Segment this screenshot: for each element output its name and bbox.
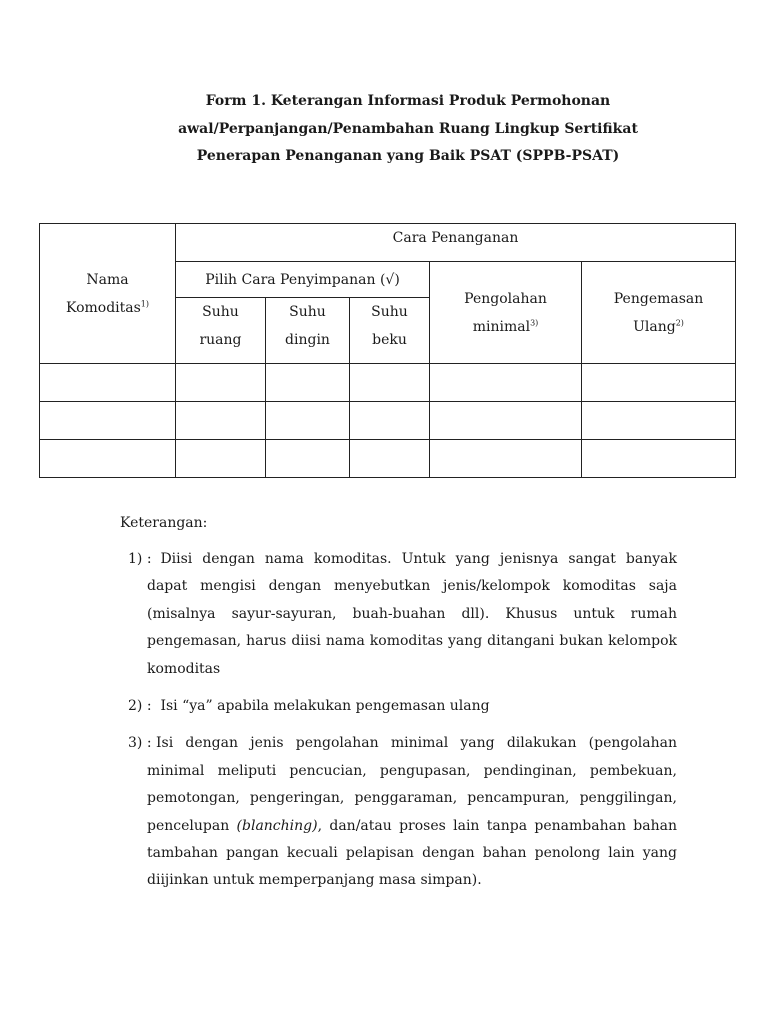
note-2	[128, 693, 677, 720]
cell-pengemasan[interactable]	[582, 440, 736, 478]
note-3-rest: minimal meliputi pencucian, pengupasan, pendinginan, pembekuan, pemotongan, pengeringan, penggaraman, pencampuran, penggilingan, pencelupan (blanching), dan/atau proses lain tanpa penambahan bahan tambahan pangan kecuali pelapisan dengan bahan penolong lain yang diijinkan untuk memperpanjang masa simpan).	[147, 762, 677, 889]
keterangan-label: Keterangan:	[120, 515, 208, 531]
nama-line-1: Nama	[86, 271, 129, 288]
header-pengolahan-minimal	[430, 262, 582, 364]
cell-suhu-dingin[interactable]	[266, 402, 350, 440]
cell-suhu-ruang[interactable]	[176, 402, 266, 440]
title-line-1: Form 1. Keterangan Informasi Produk Permohonan	[205, 93, 611, 109]
title-line-3: Penerapan Penanganan yang Baik PSAT (SPPB-PSAT)	[196, 148, 620, 164]
pengemasan-footnote: 2)	[675, 317, 684, 327]
form-title	[100, 88, 716, 171]
cell-pengolahan[interactable]	[430, 402, 582, 440]
header-suhu-beku: Suhu beku	[350, 298, 430, 364]
cell-suhu-ruang[interactable]	[176, 364, 266, 402]
nama-footnote: 1)	[140, 298, 150, 308]
title-line-2: awal/Perpanjangan/Penambahan Ruang Lingkup Sertifikat	[178, 120, 638, 137]
header-pilih-cara-penyimpanan: Pilih Cara Penyimpanan (√)	[176, 262, 430, 298]
note-1-first-line: Diisi dengan nama komoditas. Untuk yang jenisnya sangat banyak	[160, 551, 677, 567]
note-3-italic: (blanching)	[236, 817, 318, 834]
table-row	[40, 364, 736, 402]
nama-line-2: Komoditas$^{1)}$	[65, 298, 150, 316]
note-1-rest: dapat mengisi dengan menyebutkan jenis/kelompok komoditas saja (misalnya sayur-sayuran, buah-buahan dll). Khusus untuk rumah pengemasan, harus diisi nama komoditas yang ditangani bukan kelompok komoditas	[147, 578, 677, 677]
pengolahan-line-1: Pengolahan	[464, 290, 547, 307]
cell-pengemasan[interactable]	[582, 364, 736, 402]
header-suhu-dingin: Suhu dingin	[266, 298, 350, 364]
cell-suhu-dingin[interactable]	[266, 364, 350, 402]
cell-pengemasan[interactable]	[582, 402, 736, 440]
cell-suhu-dingin[interactable]	[266, 440, 350, 478]
cell-pengolahan[interactable]	[430, 364, 582, 402]
note-2-number: 2) :	[128, 698, 161, 715]
pengolahan-line-2: minimal$^{3)}$	[472, 317, 539, 335]
note-1-number: 1) :	[128, 551, 161, 567]
pengemasan-line-2: Ulang$^{2)}$	[633, 317, 684, 335]
note-1	[128, 546, 677, 683]
table-row	[40, 402, 736, 440]
note-2-text: Isi “ya” apabila melakukan pengemasan ulang	[160, 698, 490, 715]
header-suhu-ruang: Suhu ruang	[176, 298, 266, 364]
cell-pengolahan[interactable]	[430, 440, 582, 478]
pengemasan-line-1: Pengemasan	[613, 290, 704, 307]
commodity-form-table	[39, 223, 736, 478]
pengolahan-footnote: 3)	[530, 317, 539, 327]
cell-suhu-ruang[interactable]	[176, 440, 266, 478]
notes-list	[128, 546, 677, 905]
cell-suhu-beku[interactable]	[350, 440, 430, 478]
header-nama-komoditas	[40, 224, 176, 364]
cell-nama[interactable]	[40, 402, 176, 440]
cell-suhu-beku[interactable]	[350, 364, 430, 402]
cell-nama[interactable]	[40, 440, 176, 478]
table-row	[40, 440, 736, 478]
cell-nama[interactable]	[40, 364, 176, 402]
header-pengemasan-ulang	[582, 262, 736, 364]
note-3-first-line: Isi dengan jenis pengolahan minimal yang dilakukan (pengolahan	[156, 735, 677, 752]
note-3	[128, 730, 677, 894]
header-cara-penanganan: Cara Penanganan	[176, 224, 736, 262]
note-3-number: 3) :	[128, 735, 156, 752]
cell-suhu-beku[interactable]	[350, 402, 430, 440]
